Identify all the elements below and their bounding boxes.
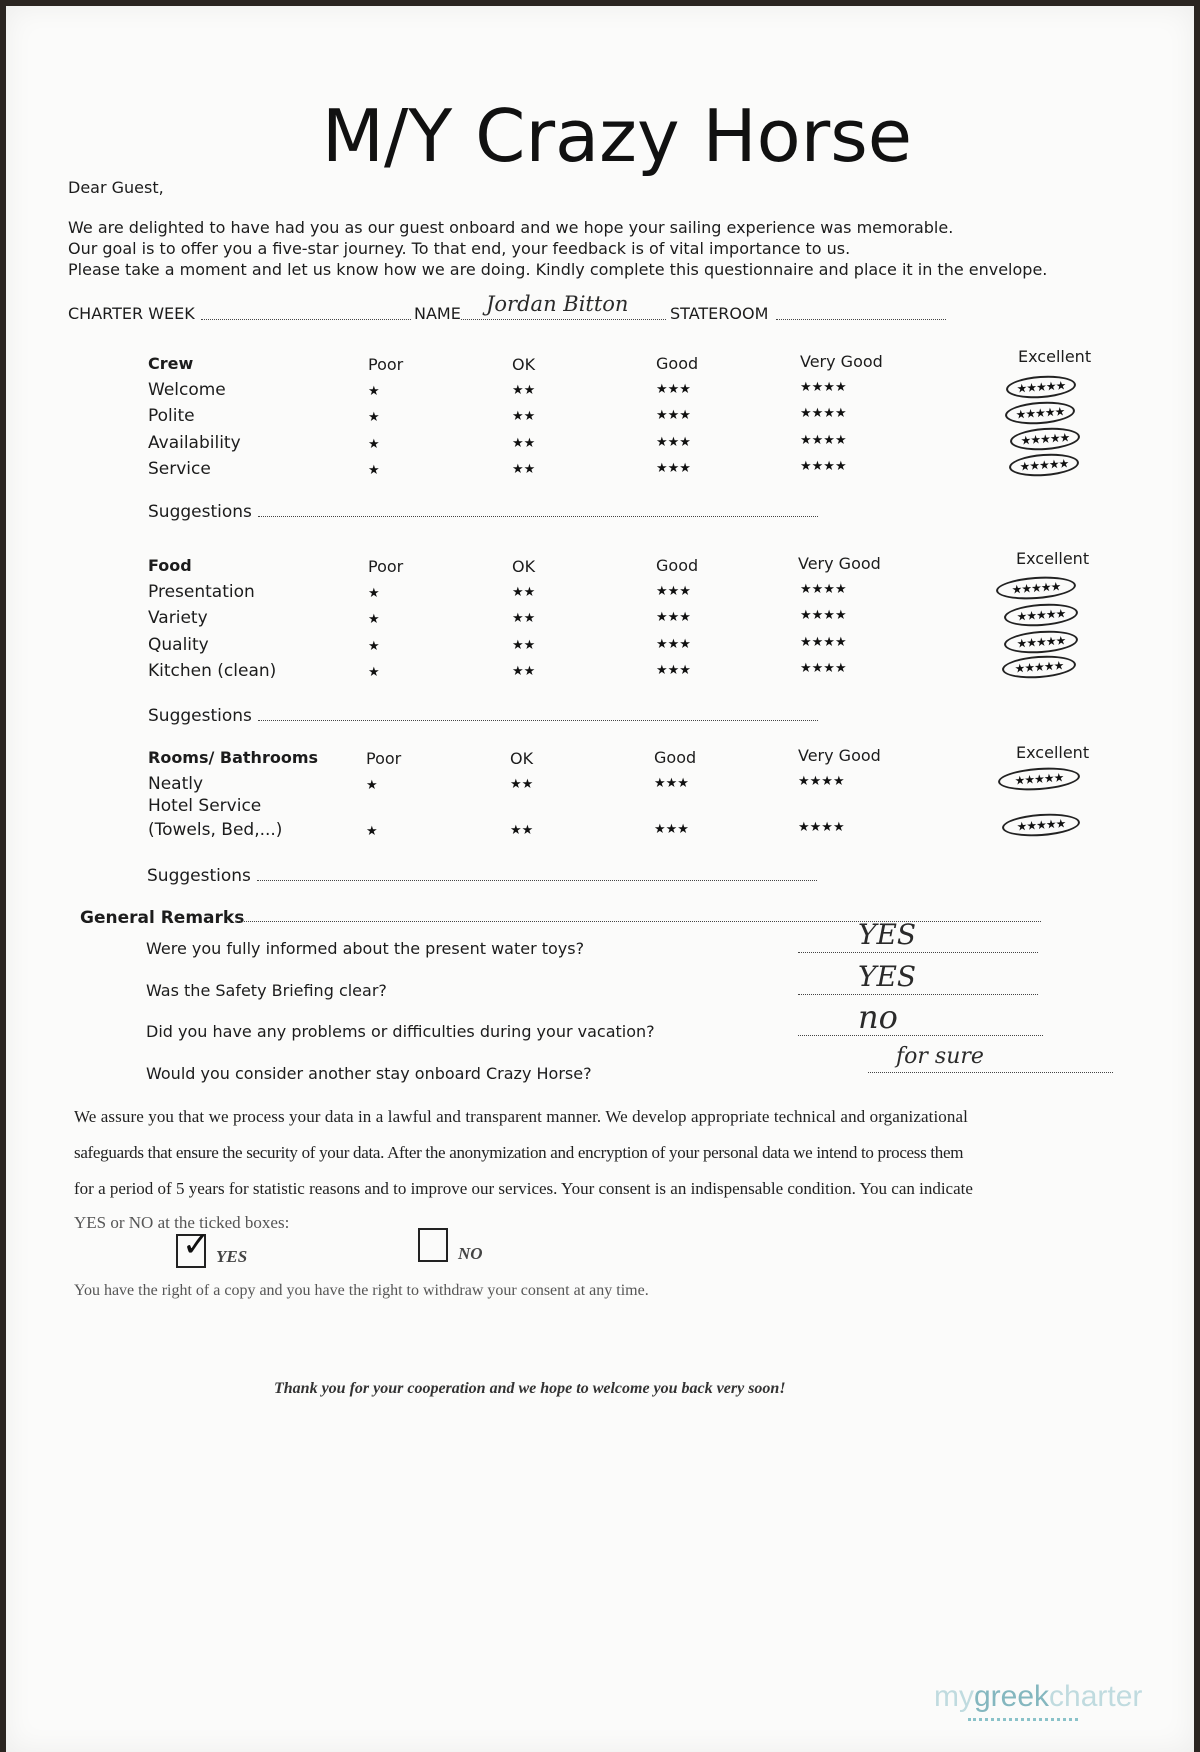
rating-star[interactable]: ★★ <box>512 383 536 398</box>
answer-line[interactable] <box>798 1035 1043 1036</box>
rating-star[interactable]: ★ <box>368 639 380 654</box>
rooms-title: Rooms/ Bathrooms <box>148 748 319 767</box>
food-item-quality: Quality <box>148 635 209 655</box>
privacy-line-3: for a period of 5 years for statistic reasons and to improve our services. Your consent is an indispensable condition. You can indicate <box>74 1179 973 1198</box>
rating-star[interactable]: ★★ <box>512 462 536 477</box>
crew-good-header: Good <box>656 354 699 373</box>
name-value: Jordan Bitton <box>486 292 629 316</box>
answer-another-stay: for sure <box>896 1044 984 1069</box>
answer-line[interactable] <box>798 952 1038 953</box>
rating-excellent-circled[interactable]: ★★★★★ <box>1001 653 1076 680</box>
rating-star[interactable]: ★★ <box>512 409 536 424</box>
rating-star[interactable]: ★★★★ <box>800 582 847 597</box>
rating-excellent-circled[interactable]: ★★★★★ <box>995 574 1076 602</box>
rating-star[interactable]: ★★★★ <box>798 820 845 835</box>
rooms-good-header: Good <box>654 748 697 767</box>
answer-line[interactable] <box>868 1072 1113 1073</box>
rating-excellent-circled[interactable]: ★★★★★ <box>1009 426 1080 453</box>
crew-item-polite: Polite <box>148 406 195 426</box>
page-title: M/Y Crazy Horse <box>321 94 913 178</box>
rating-excellent-circled[interactable]: ★★★★★ <box>1003 628 1078 655</box>
rating-star[interactable]: ★★ <box>512 436 536 451</box>
watermark-logo <box>934 1680 1142 1714</box>
privacy-line-4: YES or NO at the ticked boxes: <box>74 1213 290 1232</box>
consent-no-checkbox[interactable] <box>418 1228 448 1262</box>
rooms-very-good-header: Very Good <box>798 746 881 765</box>
questionnaire-page <box>6 6 1194 1752</box>
rating-star[interactable]: ★ <box>366 824 378 839</box>
rating-star[interactable]: ★★★ <box>656 610 691 625</box>
question-problems: Did you have any problems or difficulties during your vacation? <box>146 1022 655 1041</box>
name-label: NAME <box>414 304 461 323</box>
rating-star[interactable]: ★★★ <box>656 408 691 423</box>
rating-star[interactable]: ★★★★ <box>800 608 847 623</box>
watermark-post: charter <box>1049 1680 1143 1713</box>
charter-week-field[interactable] <box>201 319 411 320</box>
rating-star[interactable]: ★★★★ <box>800 459 847 474</box>
rooms-item-towels: (Towels, Bed,...) <box>148 820 283 840</box>
rating-excellent-circled[interactable]: ★★★★★ <box>1001 811 1080 838</box>
rating-star[interactable]: ★ <box>368 384 380 399</box>
rating-star[interactable]: ★★★ <box>654 776 689 791</box>
food-excellent-header: Excellent <box>1016 549 1090 568</box>
watermark-mid: greek <box>974 1680 1050 1713</box>
rooms-suggestions-field[interactable] <box>257 880 817 881</box>
greeting: Dear Guest, <box>68 178 164 197</box>
answer-safety-briefing: YES <box>858 960 917 993</box>
food-good-header: Good <box>656 556 699 575</box>
food-title: Food <box>148 556 192 575</box>
food-suggestions-label: Suggestions <box>148 706 252 726</box>
food-ok-header: OK <box>512 557 536 576</box>
food-item-presentation: Presentation <box>148 582 255 602</box>
stateroom-field[interactable] <box>776 319 946 320</box>
food-item-kitchen: Kitchen (clean) <box>148 661 277 681</box>
rating-star[interactable]: ★★★ <box>656 637 691 652</box>
crew-suggestions-label: Suggestions <box>148 502 252 522</box>
rating-excellent-circled[interactable]: ★★★★★ <box>997 765 1080 793</box>
rating-star[interactable]: ★★★ <box>656 461 691 476</box>
crew-title: Crew <box>148 354 194 373</box>
rating-star[interactable]: ★ <box>368 463 380 478</box>
general-remarks-title: General Remarks <box>80 908 245 928</box>
intro-line-2: Our goal is to offer you a five-star journey. To that end, your feedback is of vital importance to us. <box>68 239 851 258</box>
rooms-ok-header: OK <box>510 749 534 768</box>
charter-week-label: CHARTER WEEK <box>68 304 195 323</box>
checkmark-icon: ✓ <box>182 1225 211 1265</box>
rooms-suggestions-label: Suggestions <box>147 866 251 886</box>
rating-star[interactable]: ★★★ <box>654 822 689 837</box>
rating-excellent-circled[interactable]: ★★★★★ <box>1005 374 1076 401</box>
answer-water-toys: YES <box>858 918 917 951</box>
consent-no-label: NO <box>458 1244 483 1263</box>
crew-very-good-header: Very Good <box>800 352 883 371</box>
rating-excellent-circled[interactable]: ★★★★★ <box>1008 452 1079 479</box>
rating-star[interactable]: ★★★ <box>656 663 691 678</box>
answer-problems: no <box>858 998 898 1036</box>
rating-star[interactable]: ★★★★ <box>798 774 845 789</box>
crew-item-service: Service <box>148 459 211 479</box>
crew-excellent-header: Excellent <box>1018 347 1092 366</box>
rooms-item-hotel-service: Hotel Service <box>148 796 262 816</box>
question-another-stay: Would you consider another stay onboard Crazy Horse? <box>146 1064 592 1083</box>
consent-yes-label: YES <box>216 1247 248 1266</box>
crew-suggestions-field[interactable] <box>258 516 818 517</box>
rooms-item-neatly: Neatly <box>148 774 204 794</box>
rating-star[interactable]: ★★★★ <box>800 433 847 448</box>
crew-item-availability: Availability <box>148 433 241 453</box>
crew-item-welcome: Welcome <box>148 380 226 400</box>
rating-star[interactable]: ★★★★ <box>800 406 847 421</box>
rating-star[interactable]: ★★ <box>512 664 536 679</box>
food-poor-header: Poor <box>368 557 404 576</box>
rooms-excellent-header: Excellent <box>1016 743 1090 762</box>
rating-star[interactable]: ★★ <box>512 585 536 600</box>
crew-ok-header: OK <box>512 355 536 374</box>
rating-excellent-circled[interactable]: ★★★★★ <box>1003 601 1078 628</box>
food-very-good-header: Very Good <box>798 554 881 573</box>
rating-star[interactable]: ★ <box>368 437 380 452</box>
question-safety-briefing: Was the Safety Briefing clear? <box>146 981 387 1000</box>
rating-star[interactable]: ★★★ <box>656 382 691 397</box>
privacy-rights: You have the right of a copy and you have the right to withdraw your consent at any time. <box>74 1282 649 1299</box>
closing-thanks: Thank you for your cooperation and we hope to welcome you back very soon! <box>274 1380 786 1397</box>
food-item-variety: Variety <box>148 608 208 628</box>
general-remarks-field[interactable] <box>236 921 1041 922</box>
rating-star[interactable]: ★ <box>368 410 380 425</box>
rating-star[interactable]: ★★ <box>512 638 536 653</box>
rooms-poor-header: Poor <box>366 749 402 768</box>
rating-excellent-circled[interactable]: ★★★★★ <box>1004 400 1075 427</box>
stateroom-label: STATEROOM <box>670 304 769 323</box>
rating-star[interactable]: ★ <box>368 665 380 680</box>
rating-star[interactable]: ★★★ <box>656 584 691 599</box>
rating-star[interactable]: ★★★★ <box>800 661 847 676</box>
crew-poor-header: Poor <box>368 355 404 374</box>
name-field[interactable] <box>461 319 666 320</box>
question-water-toys: Were you fully informed about the present water toys? <box>146 939 585 958</box>
rating-star[interactable]: ★ <box>368 612 380 627</box>
intro-line-1: We are delighted to have had you as our guest onboard and we hope your sailing experience was memorable. <box>68 218 954 237</box>
rating-star[interactable]: ★★★★ <box>800 635 847 650</box>
rating-star[interactable]: ★★★★ <box>800 380 847 395</box>
rating-star[interactable]: ★★ <box>512 611 536 626</box>
rating-star[interactable]: ★★ <box>510 823 534 838</box>
privacy-line-1: We assure you that we process your data in a lawful and transparent manner. We develop appropriate technical and organizational <box>74 1107 968 1126</box>
rating-star[interactable]: ★★★ <box>656 435 691 450</box>
intro-line-3: Please take a moment and let us know how we are doing. Kindly complete this questionnaire and place it in the envelope. <box>68 260 1048 279</box>
rating-star[interactable]: ★★ <box>510 777 534 792</box>
rating-star[interactable]: ★ <box>366 778 378 793</box>
watermark-wave-icon <box>968 1718 1078 1721</box>
privacy-line-2: safeguards that ensure the security of your data. After the anonymization and encryption of your personal data we intend to process them <box>74 1143 964 1162</box>
watermark-pre: my <box>934 1680 974 1713</box>
answer-line[interactable] <box>798 994 1038 995</box>
rating-star[interactable]: ★ <box>368 586 380 601</box>
food-suggestions-field[interactable] <box>258 720 818 721</box>
